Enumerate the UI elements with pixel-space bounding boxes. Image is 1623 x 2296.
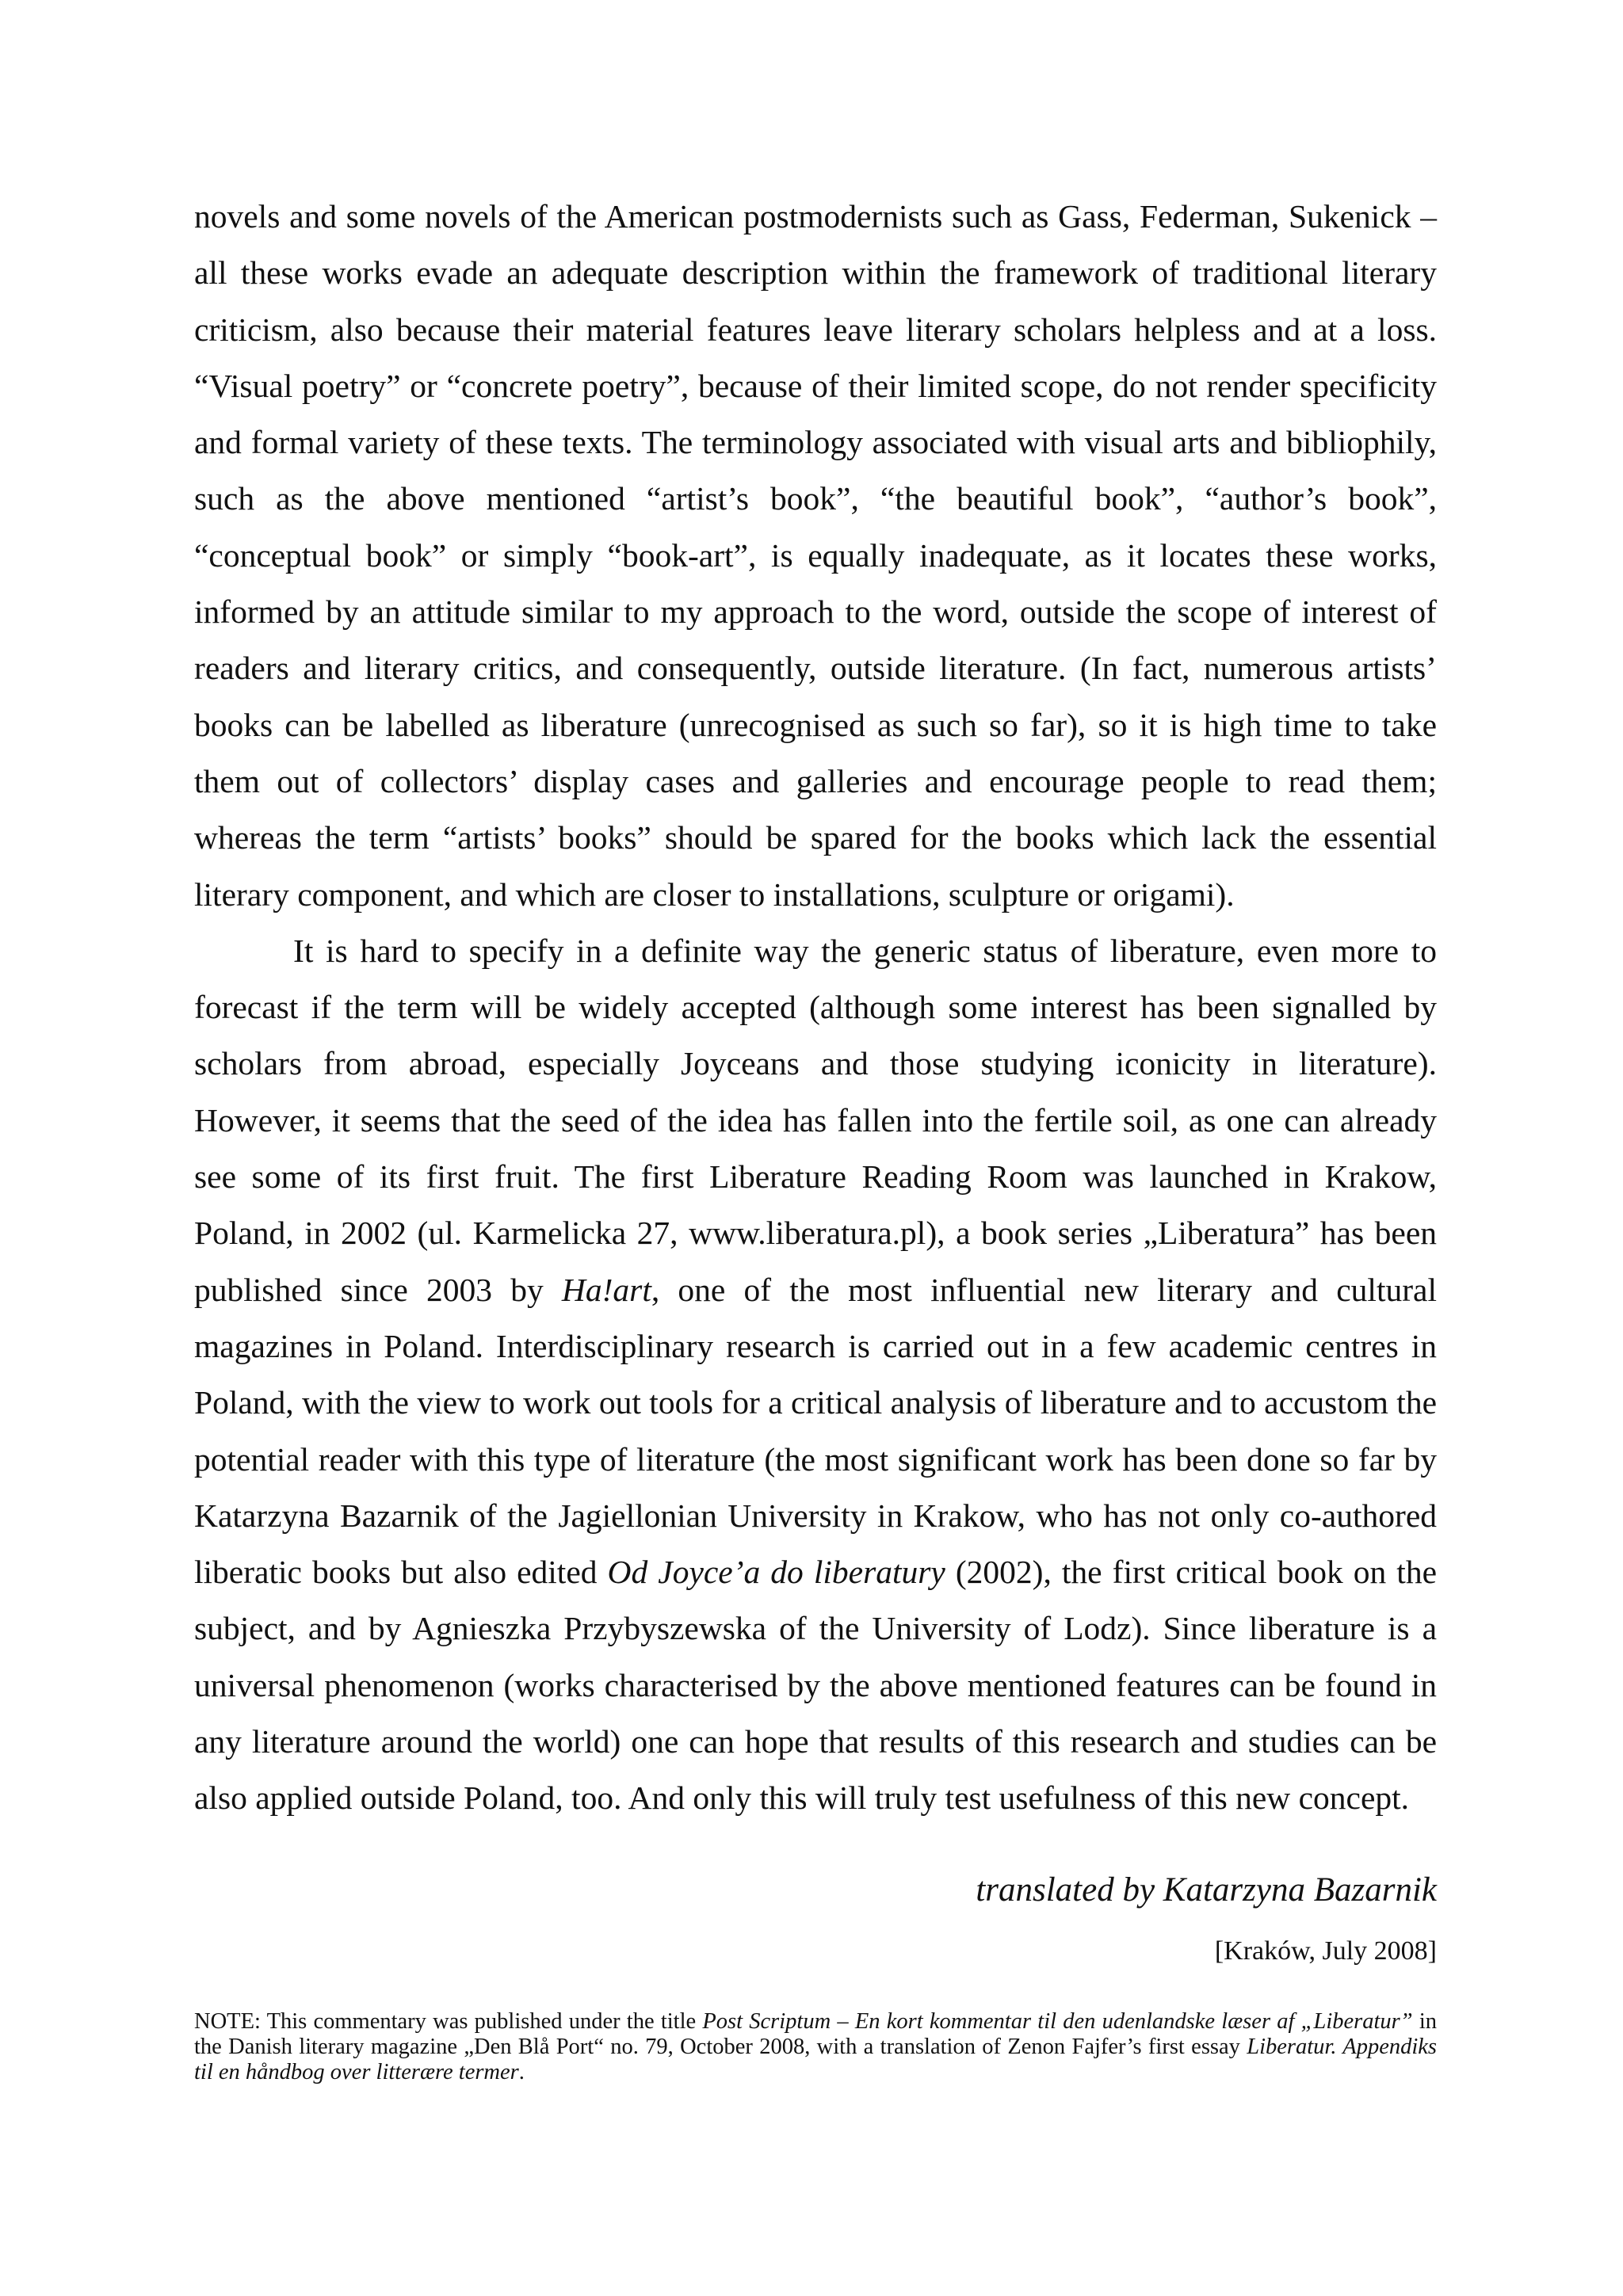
paragraph-2-text-part-2: , one of the most influential new literary and cultural magazines in Poland. Interdisciplinary research is carried out in a few academic centres in Poland, with the view to work out tools for a critical analysis of liberature and to accustom the potential reader with this type of literature (the most significant work has been done so far by Katarzyna Bazarnik of the Jagiellonian University in Krakow, who has not only co-authored liberatic books but also edited bbox=[194, 1271, 1437, 1591]
note-text-part-3: . bbox=[518, 2059, 525, 2084]
note-commentary-title: Post Scriptum – En kort kommentar til den udenlandske læser af „Liberatur” bbox=[702, 2008, 1413, 2034]
paragraph-2-text-part-3: (2002), the first critical book on the subject, and by Agnieszka Przybyszewska of the University of Lodz). Since liberature is a universal phenomenon (works characterised by the above mentioned features can be found in any literature around the world) one can hope that results of this research and studies can be also applied outside Poland, too. And only this will truly test usefulness of this new concept. bbox=[194, 1554, 1437, 1817]
note-text-part-2: in the Danish literary magazine „Den Blå Port“ no. 79, October 2008, with a translation of Zenon Fajfer’s first essay bbox=[194, 2008, 1437, 2059]
body-paragraph-1 bbox=[194, 189, 1437, 923]
publication-note bbox=[194, 2009, 1437, 2085]
paragraph-1-text: novels and some novels of the American postmodernists such as Gass, Federman, Sukenick – all these works evade an adequate description within the framework of traditional literary criticism, also because their material features leave literary scholars helpless and at a loss. “Visual poetry” or “concrete poetry”, because of their limited scope, do not render specificity and formal variety of these texts. The terminology associated with visual arts and bibliophily, such as the above mentioned “artist’s book”, “the beautiful book”, “author’s book”, “conceptual book” or simply “book-art”, is equally inadequate, as it locates these works, informed by an attitude similar to my approach to the word, outside the scope of interest of readers and literary critics, and consequently, outside literature. (In fact, numerous artists’ books can be labelled as liberature (unrecognised as such so far), so it is high time to take them out of collectors’ display cases and galleries and encourage people to read them; whereas the term “artists’ books” should be spared for the books which lack the essential literary component, and which are closer to installations, sculpture or origami). bbox=[194, 198, 1437, 913]
book-title: Od Joyce’a do liberatury bbox=[607, 1554, 945, 1591]
body-paragraph-2 bbox=[194, 923, 1437, 1827]
magazine-title: Ha!art bbox=[561, 1271, 651, 1308]
place-and-date: [Kraków, July 2008] bbox=[1214, 1936, 1437, 1966]
translator-credit: translated by Katarzyna Bazarnik bbox=[976, 1871, 1437, 1909]
note-essay-title: Liberatur. Appendiks til en håndbog over litterære termer bbox=[194, 2034, 1437, 2084]
note-text-part-1: NOTE: This commentary was published under the title bbox=[194, 2008, 703, 2034]
document-body bbox=[194, 189, 1437, 2107]
paragraph-2-text-part-1: It is hard to specify in a definite way the generic status of liberature, even more to forecast if the term will be widely accepted (although some interest has been signalled by scholars from abroad, especially Joyceans and those studying iconicity in literature). However, it seems that the seed of the idea has fallen into the fertile soil, as one can already see some of its first fruit. The first Liberature Reading Room was launched in Krakow, Poland, in 2002 (ul. Karmelicka 27, www.liberatura.pl), a book series „Liberatura” has been published since 2003 by bbox=[194, 932, 1437, 1308]
